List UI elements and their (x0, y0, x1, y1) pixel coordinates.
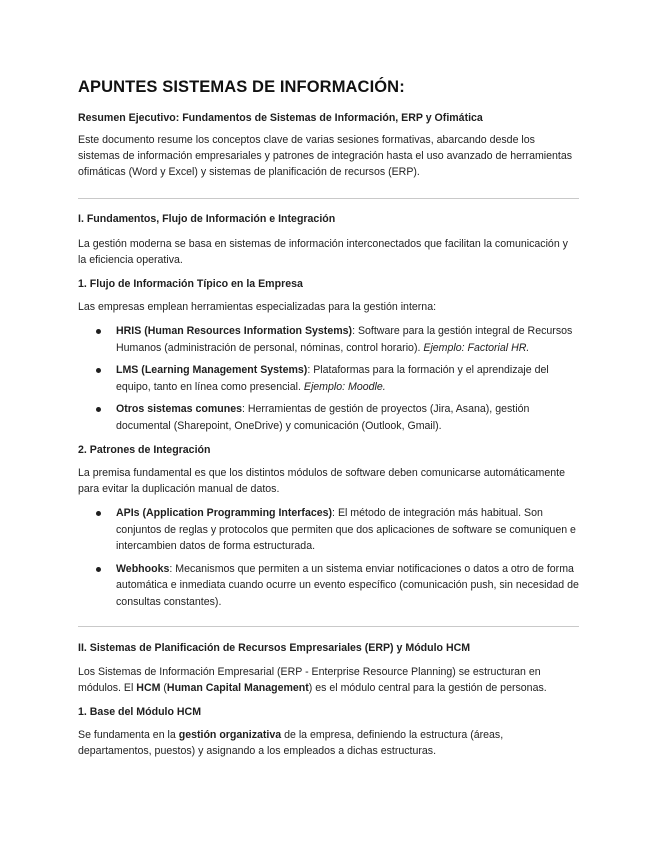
item-text: Plataformas para la formación y el aprendizaje del equipo, tanto en línea como presencial. (116, 364, 549, 393)
subsection-1-2-heading (78, 442, 579, 458)
section-1-heading-text: I. Fundamentos, Flujo de Información e Integración (78, 213, 336, 225)
systems-list (78, 323, 579, 434)
bullet-icon (96, 407, 101, 412)
subsection-2-1-heading (78, 704, 579, 720)
item-example: Ejemplo: Moodle. (303, 380, 386, 393)
subsection-1-1-intro-text: Las empresas emplean herramientas especializadas para la gestión interna: (78, 301, 437, 313)
subsection-1-2-intro (78, 465, 579, 497)
item-separator: : (169, 562, 176, 575)
para-part: Se fundamenta en la (78, 729, 179, 741)
subsection-1-2-heading-text: 2. Patrones de Integración (78, 444, 211, 456)
integration-list (78, 505, 579, 610)
divider-1 (78, 198, 579, 199)
list-item (78, 362, 579, 395)
section-1-intro-text: La gestión moderna se basa en sistemas de información interconectados que facilitan la comunicación y la eficiencia operativa. (78, 238, 568, 266)
list-item (78, 401, 579, 434)
summary-paragraph (78, 132, 579, 180)
section-2-heading (78, 640, 579, 656)
item-text: Software para la gestión integral de Recursos Humanos (administración de personal, nóminas, control horario). (116, 325, 573, 354)
summary-paragraph-text: Este documento resume los conceptos clave de varias sesiones formativas, abarcando desde los sistemas de información empresariales y patrones de integración hasta el uso avanzado de herramientas ofimáticas (Word y Excel) y sistemas de planificación de recursos (ERP). (78, 134, 573, 178)
item-separator: : (242, 403, 248, 415)
item-separator: : (352, 325, 358, 337)
item-term: Webhooks (116, 562, 170, 575)
item-term: APIs (Application Programming Interfaces) (116, 507, 333, 519)
item-separator: : (307, 364, 314, 376)
section-1-intro (78, 236, 579, 268)
section-2-intro-text (78, 664, 579, 696)
list-item (78, 561, 579, 611)
item-example: Ejemplo: Factorial HR. (423, 341, 530, 354)
list-item (78, 323, 579, 356)
subsection-1-1-heading-text: 1. Flujo de Información Típico en la Empresa (78, 278, 303, 290)
subsection-2-1-paragraph-text (78, 727, 579, 759)
item-term: HRIS (Human Resources Information Systems) (116, 325, 353, 337)
item-term: LMS (Learning Management Systems) (116, 364, 308, 376)
bullet-icon (96, 329, 101, 334)
item-separator: : (332, 507, 338, 519)
bullet-icon (96, 511, 101, 516)
bullet-icon (96, 567, 101, 572)
divider-2 (78, 626, 579, 627)
intro-part: ( (160, 682, 167, 694)
summary-heading-text: Resumen Ejecutivo: Fundamentos de Sistemas de Información, ERP y Ofimática (78, 112, 483, 124)
item-text: Mecanismos que permiten a un sistema enviar notificaciones o datos a otro de forma automática e inmediata cuando ocurre un evento específico (comunicación push, sin necesidad de consultas constantes). (116, 562, 579, 608)
subsection-2-1-heading-text: 1. Base del Módulo HCM (78, 706, 202, 718)
subsection-1-2-intro-text: La premisa fundamental es que los distintos módulos de software deben comunicarse automáticamente para evitar la duplicación manual de datos. (78, 467, 565, 495)
list-item (78, 505, 579, 555)
subsection-2-1-paragraph (78, 727, 579, 759)
intro-hcm: HCM (136, 682, 161, 694)
document-title: APUNTES SISTEMAS DE INFORMACIÓN: (78, 78, 405, 96)
summary-heading (78, 110, 579, 126)
intro-part: ) es el módulo central para la gestión de personas. (308, 682, 547, 694)
section-2-heading-text: II. Sistemas de Planificación de Recursos Empresariales (ERP) y Módulo HCM (78, 642, 471, 654)
section-2-intro (78, 664, 579, 696)
section-1-heading (78, 211, 579, 227)
item-term: Otros sistemas comunes (116, 403, 242, 415)
item-text: Herramientas de gestión de proyectos (Jira, Asana), gestión documental (Sharepoint, OneDrive) y comunicación (Outlook, Gmail). (116, 403, 530, 432)
para-bold: gestión organizativa (178, 729, 282, 741)
para-part: de la empresa, definiendo la estructura (áreas, departamentos, puestos) y asignando a los empleados a dichas estructuras. (78, 729, 504, 757)
intro-hcm-full: Human Capital Management (166, 682, 309, 694)
subsection-1-1-heading (78, 276, 579, 292)
subsection-1-1-intro (78, 299, 579, 315)
item-text: El método de integración más habitual. Son conjuntos de reglas y protocolos que permiten que dos aplicaciones de software se comuniquen e intercambien datos de forma estructurada. (116, 507, 576, 552)
bullet-icon (96, 368, 101, 373)
intro-part: Los Sistemas de Información Empresarial (ERP - Enterprise Resource Planning) se estructuran en módulos. El (78, 666, 541, 694)
